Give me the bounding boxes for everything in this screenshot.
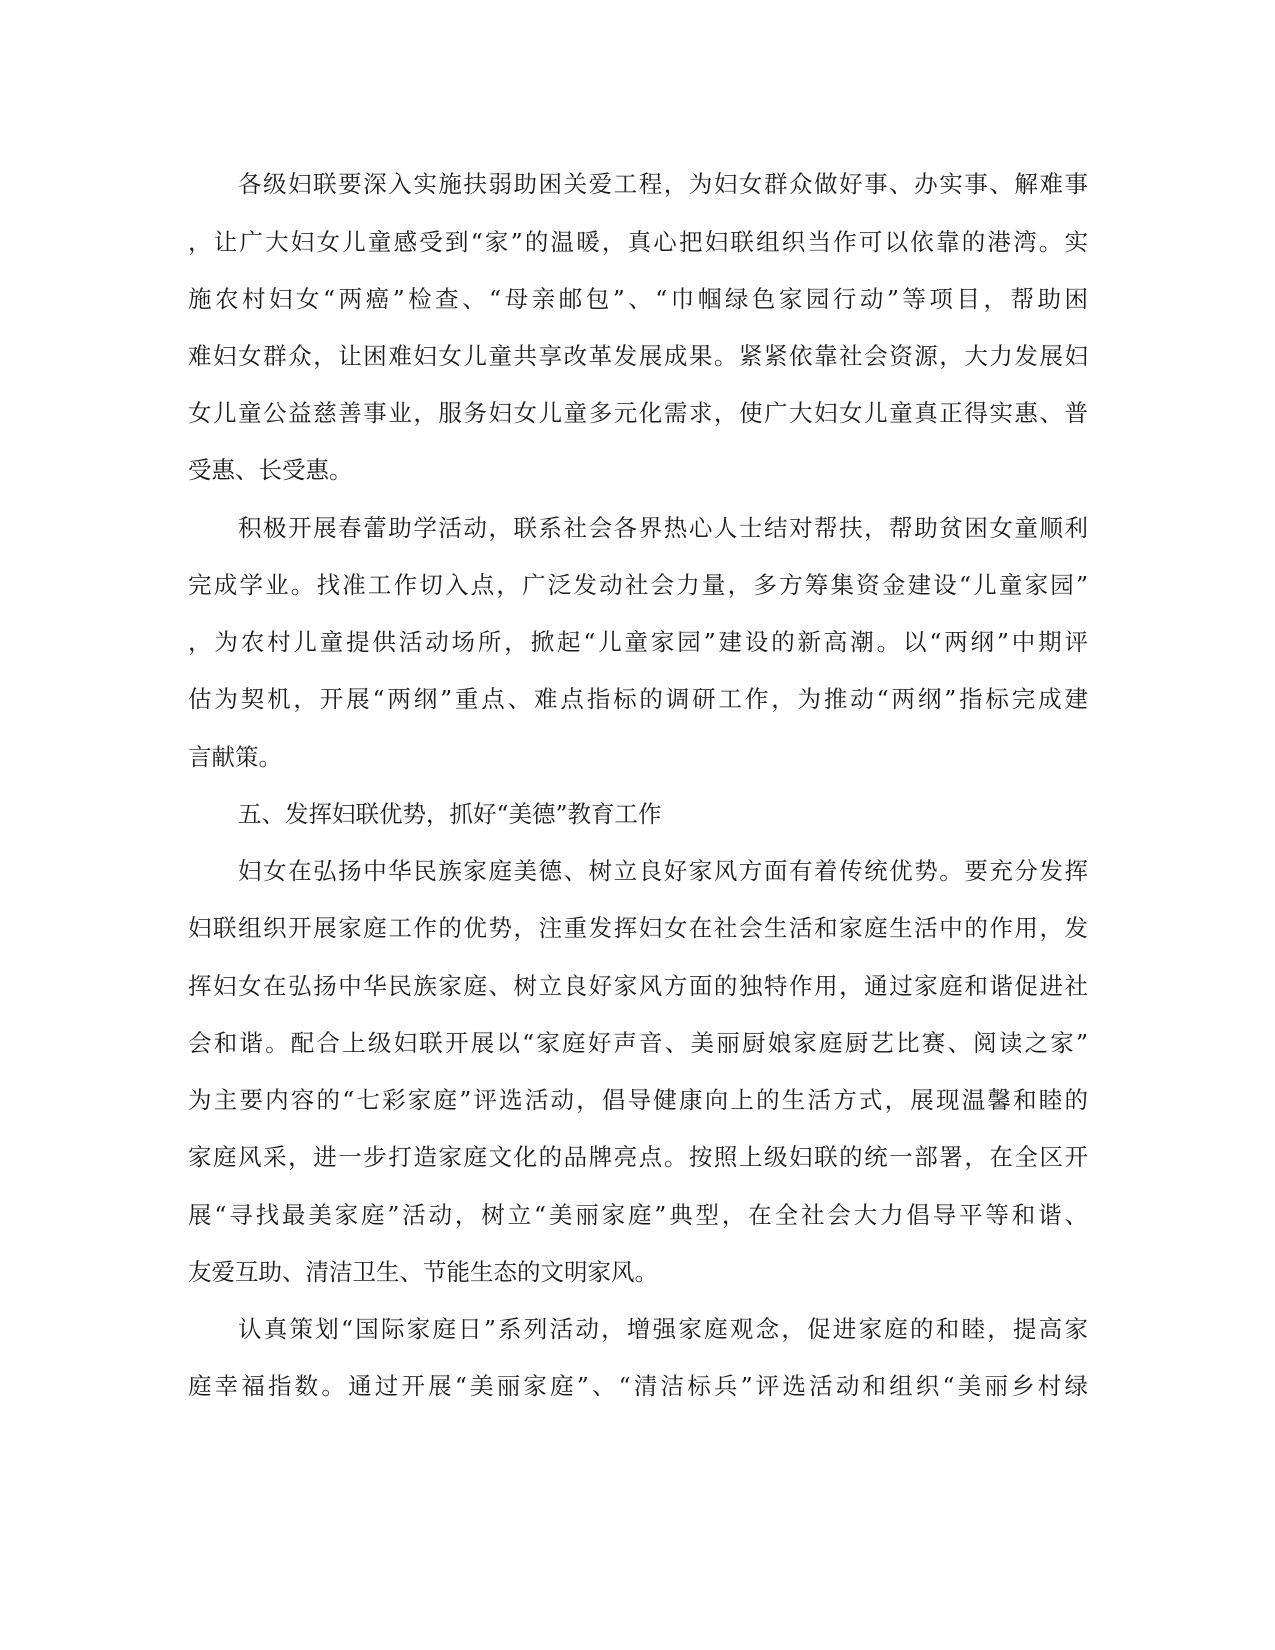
paragraph-3-line-7: 展“寻找最美家庭”活动，树立“美丽家庭”典型，在全社会大力倡导平等和谐、 — [188, 1201, 1088, 1229]
paragraph-1-line-3: 施农村妇女“两癌”检查、“母亲邮包”、“巾帼绿色家园行动”等项目，帮助困 — [188, 285, 1088, 313]
paragraph-3-line-8: 友爱互助、清洁卫生、节能生态的文明家风。 — [188, 1258, 658, 1286]
paragraph-4-line-1: 认真策划“国际家庭日”系列活动，增强家庭观念，促进家庭的和睦，提高家 — [238, 1315, 1088, 1343]
paragraph-2-line-1: 积极开展春蕾助学活动，联系社会各界热心人士结对帮扶，帮助贫困女童顺利 — [238, 514, 1088, 542]
paragraph-3-line-5: 为主要内容的“七彩家庭”评选活动，倡导健康向上的生活方式，展现温馨和睦的 — [188, 1086, 1088, 1114]
paragraph-2-line-2: 完成学业。找准工作切入点，广泛发动社会力量，多方筹集资金建设“儿童家园” — [188, 571, 1088, 599]
paragraph-3-line-6: 家庭风采，进一步打造家庭文化的品牌亮点。按照上级妇联的统一部署，在全区开 — [188, 1143, 1088, 1171]
paragraph-2-line-4: 估为契机，开展“两纲”重点、难点指标的调研工作，为推动“两纲”指标完成建 — [188, 685, 1088, 713]
paragraph-1-line-6: 受惠、长受惠。 — [188, 456, 353, 484]
paragraph-3-line-1: 妇女在弘扬中华民族家庭美德、树立良好家风方面有着传统优势。要充分发挥 — [238, 857, 1088, 885]
paragraph-3-line-4: 会和谐。配合上级妇联开展以“家庭好声音、美丽厨娘家庭厨艺比赛、阅读之家” — [188, 1029, 1088, 1057]
paragraph-1-line-1: 各级妇联要深入实施扶弱助困关爱工程，为妇女群众做好事、办实事、解难事 — [238, 170, 1088, 198]
paragraph-4-line-2: 庭幸福指数。通过开展“美丽家庭”、“清洁标兵”评选活动和组织“美丽乡村绿 — [188, 1372, 1088, 1400]
section-heading: 五、发挥妇联优势，抓好“美德”教育工作 — [238, 800, 662, 828]
paragraph-2-line-3: ，为农村儿童提供活动场所，掀起“儿童家园”建设的新高潮。以“两纲”中期评 — [188, 628, 1088, 656]
paragraph-3-line-2: 妇联组织开展家庭工作的优势，注重发挥妇女在社会生活和家庭生活中的作用，发 — [188, 914, 1088, 942]
paragraph-1-line-5: 女儿童公益慈善事业，服务妇女儿童多元化需求，使广大妇女儿童真正得实惠、普 — [188, 399, 1088, 427]
paragraph-2-line-5: 言献策。 — [188, 743, 282, 771]
paragraph-3-line-3: 挥妇女在弘扬中华民族家庭、树立良好家风方面的独特作用，通过家庭和谐促进社 — [188, 972, 1088, 1000]
paragraph-1-line-4: 难妇女群众，让困难妇女儿童共享改革发展成果。紧紧依靠社会资源，大力发展妇 — [188, 342, 1088, 370]
paragraph-1-line-2: ，让广大妇女儿童感受到“家”的温暖，真心把妇联组织当作可以依靠的港湾。实 — [188, 228, 1088, 256]
